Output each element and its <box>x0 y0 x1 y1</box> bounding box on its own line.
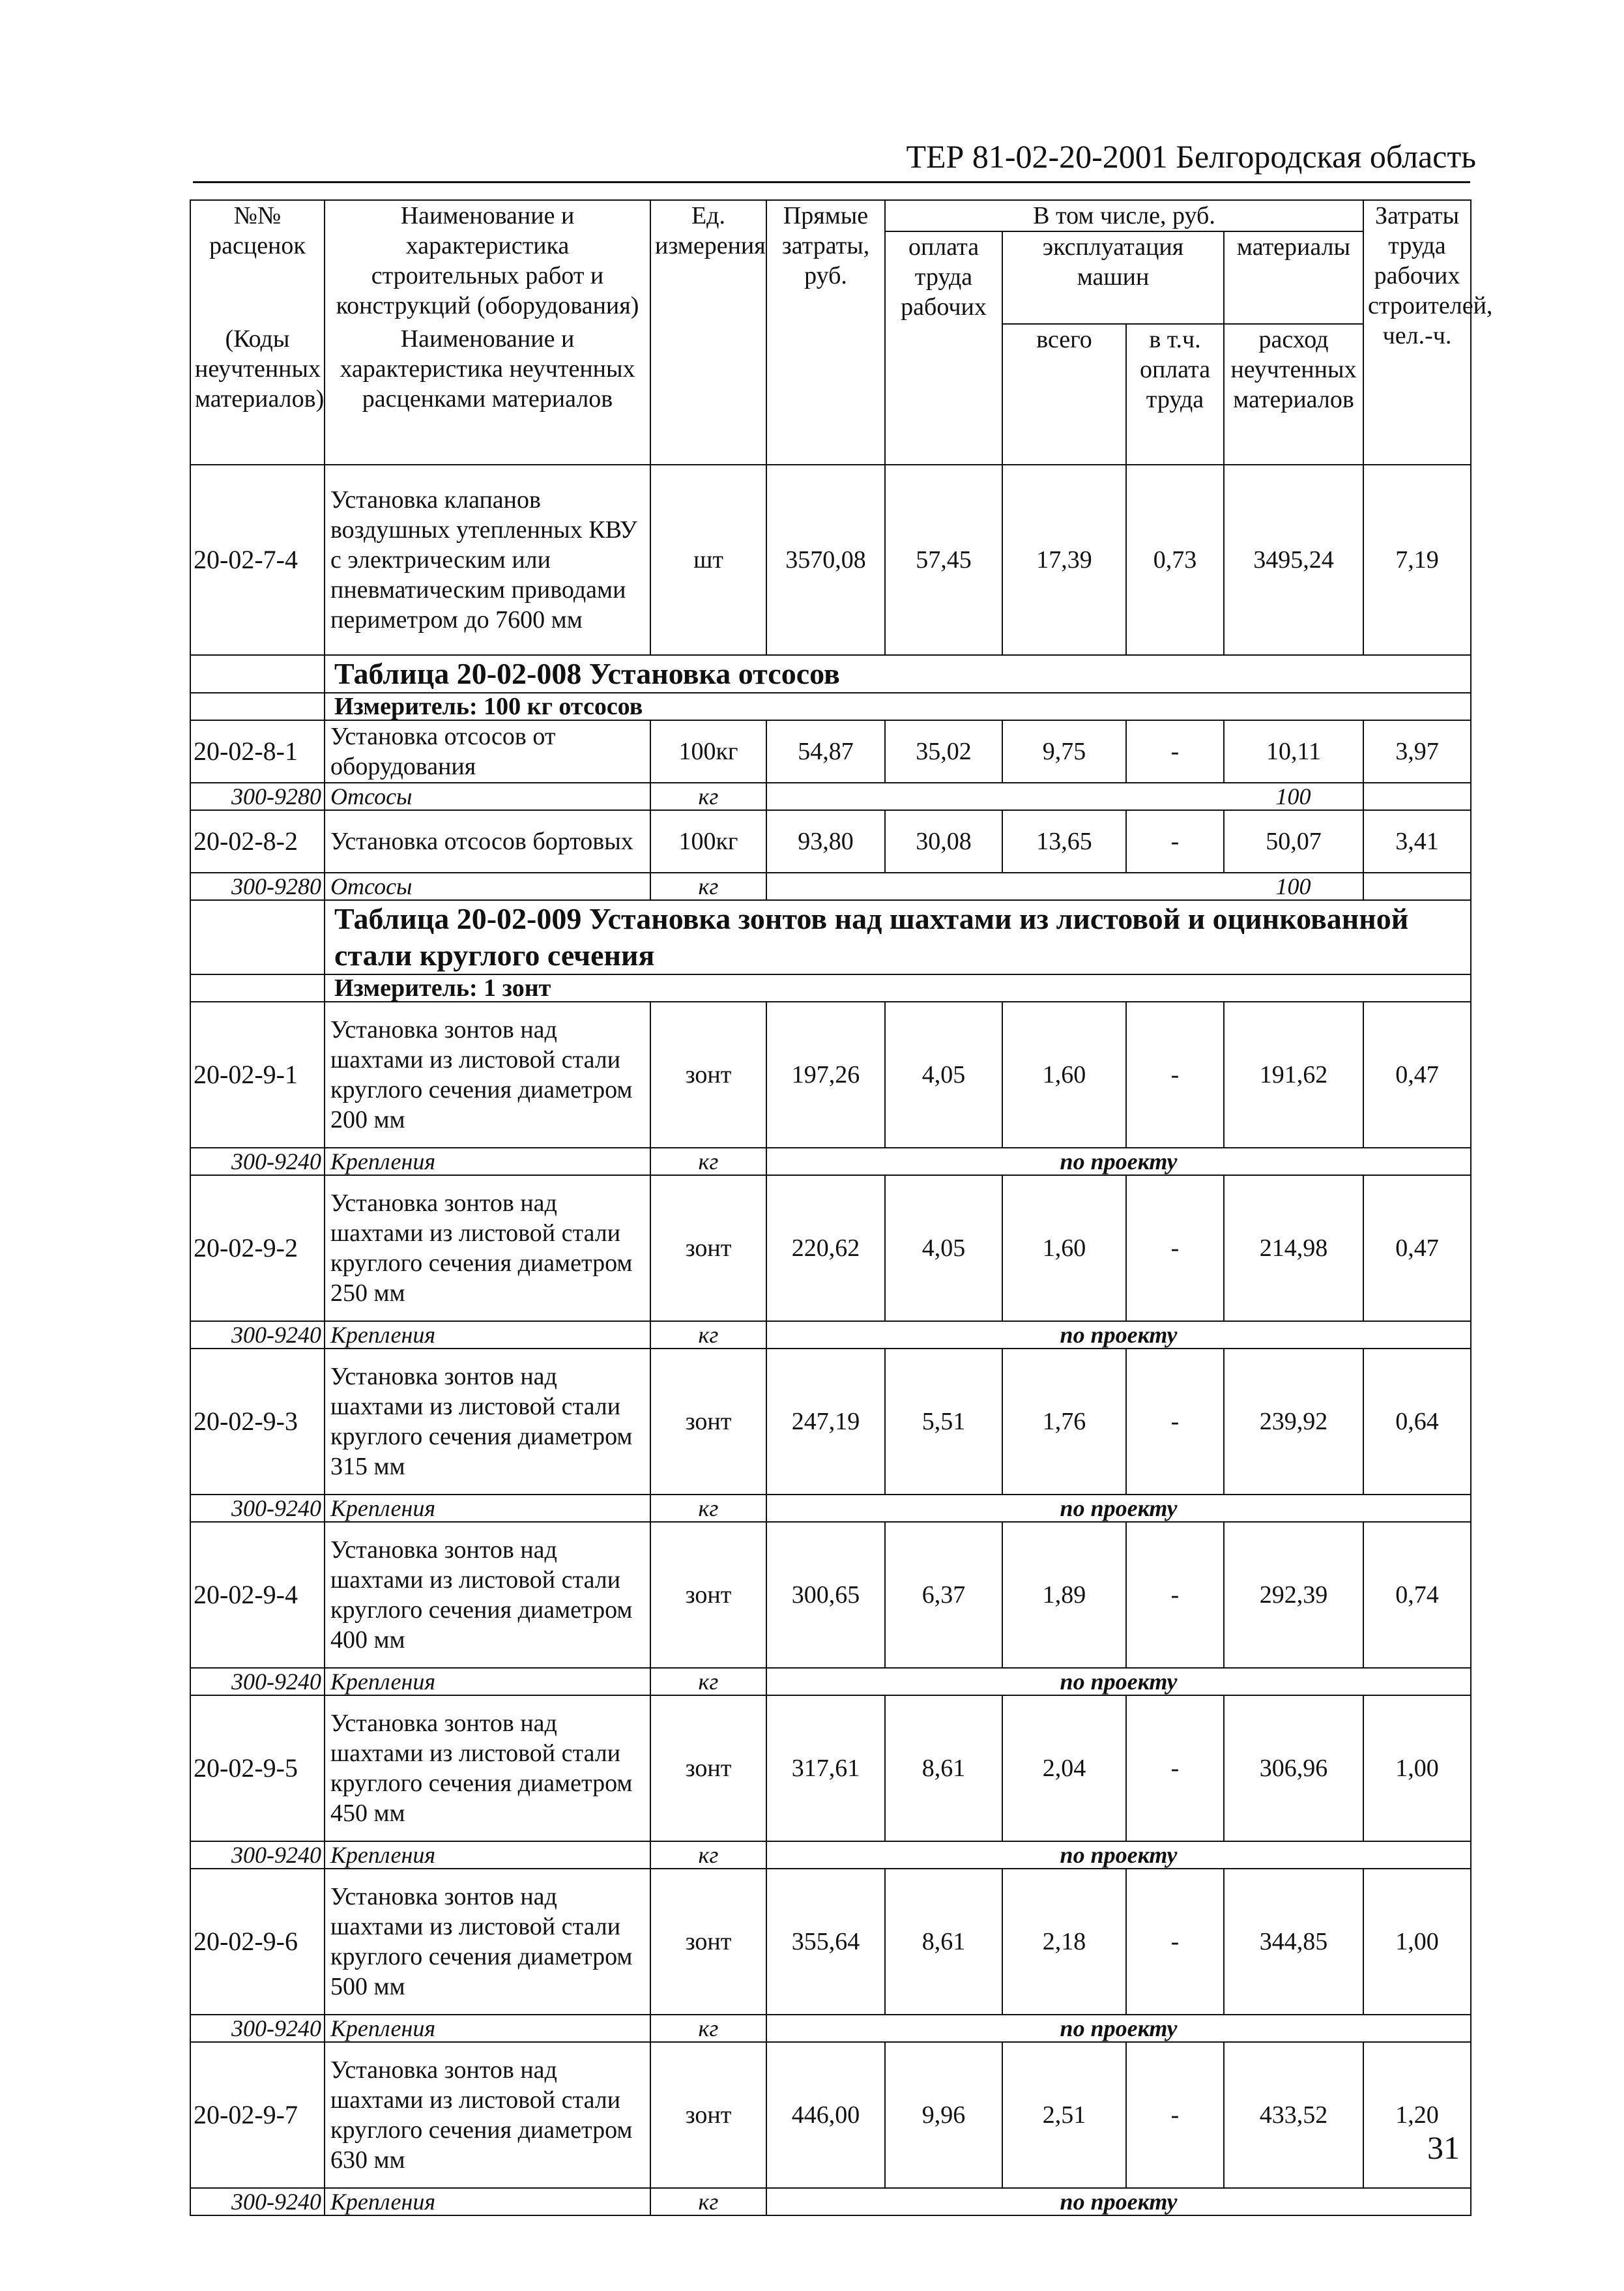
material-unit: кг <box>650 1495 766 1522</box>
rate-pay: 4,05 <box>885 1175 1002 1321</box>
table-title: Таблица 20-02-008 Установка отсосов <box>325 655 1471 693</box>
rate-mach-pay: - <box>1126 720 1224 783</box>
material-code: 300-9240 <box>190 2015 325 2042</box>
material-code: 300-9240 <box>190 1841 325 1869</box>
material-blank <box>766 873 1224 900</box>
rate-name: Установка зонтов над шахтами из листовой стали круглого сечения диаметром 500 мм <box>325 1869 650 2015</box>
rate-mach-pay: - <box>1126 1695 1224 1841</box>
col-direct-header: Прямые затраты, руб. <box>766 200 885 465</box>
col-labor-header: Затраты труда рабочих строителей, чел.-ч. <box>1363 200 1471 465</box>
rate-row <box>190 1522 1471 1668</box>
rate-mach-pay: - <box>1126 810 1224 873</box>
rate-pay: 35,02 <box>885 720 1002 783</box>
material-qty: по проекту <box>766 1668 1471 1695</box>
rate-mach: 1,89 <box>1002 1522 1126 1668</box>
rate-direct: 355,64 <box>766 1869 885 2015</box>
rate-labor: 1,00 <box>1363 1695 1471 1841</box>
material-code: 300-9240 <box>190 2188 325 2215</box>
rate-unit: шт <box>650 465 766 655</box>
material-unit: кг <box>650 1148 766 1175</box>
col-name-alt-header: Наименование и характеристика неучтенных расценками материалов <box>325 324 650 465</box>
material-qty: по проекту <box>766 1148 1471 1175</box>
rate-unit: зонт <box>650 1002 766 1148</box>
rate-direct: 54,87 <box>766 720 885 783</box>
rate-name: Установка зонтов над шахтами из листовой стали круглого сечения диаметром 450 мм <box>325 1695 650 1841</box>
rate-name: Установка отсосов бортовых <box>325 810 650 873</box>
col-pay-header: оплата труда рабочих <box>885 231 1002 465</box>
rate-name: Установка зонтов над шахтами из листовой стали круглого сечения диаметром 250 мм <box>325 1175 650 1321</box>
rate-labor: 0,47 <box>1363 1175 1471 1321</box>
rate-mat: 214,98 <box>1224 1175 1363 1321</box>
material-blank <box>1363 873 1471 900</box>
rate-labor: 7,19 <box>1363 465 1471 655</box>
material-qty: 100 <box>1224 783 1363 810</box>
rate-name: Установка зонтов над шахтами из листовой стали круглого сечения диаметром 400 мм <box>325 1522 650 1668</box>
material-row <box>190 2015 1471 2042</box>
material-row <box>190 783 1471 810</box>
rate-name: Установка зонтов над шахтами из листовой стали круглого сечения диаметром 315 мм <box>325 1349 650 1495</box>
material-unit: кг <box>650 2188 766 2215</box>
material-name: Крепления <box>325 2188 650 2215</box>
rate-code: 20-02-9-4 <box>190 1522 325 1668</box>
rate-mach: 2,51 <box>1002 2042 1126 2188</box>
table-measure-row <box>190 693 1471 720</box>
rate-mach: 2,04 <box>1002 1695 1126 1841</box>
rates-table <box>190 199 1493 2216</box>
col-mach-total-header: всего <box>1002 324 1126 465</box>
rate-direct: 446,00 <box>766 2042 885 2188</box>
rate-mat: 433,52 <box>1224 2042 1363 2188</box>
table-title-spacer <box>190 900 325 974</box>
table-measure: Измеритель: 100 кг отсосов <box>325 693 1471 720</box>
material-name: Отсосы <box>325 783 650 810</box>
table-title: Таблица 20-02-009 Установка зонтов над шахтами из листовой и оцинкованной стали круглого сечения <box>325 900 1471 974</box>
col-unit-header: Ед. измерения <box>650 200 766 465</box>
rate-row <box>190 1869 1471 2015</box>
rate-unit: зонт <box>650 1522 766 1668</box>
rate-mach: 13,65 <box>1002 810 1126 873</box>
col-materials-header: материалы <box>1224 231 1363 324</box>
rate-code: 20-02-7-4 <box>190 465 325 655</box>
material-qty: по проекту <box>766 2188 1471 2215</box>
rate-labor: 0,64 <box>1363 1349 1471 1495</box>
material-row <box>190 1668 1471 1695</box>
rate-unit: зонт <box>650 1175 766 1321</box>
material-code: 300-9280 <box>190 783 325 810</box>
rate-mach: 9,75 <box>1002 720 1126 783</box>
material-code: 300-9280 <box>190 873 325 900</box>
rate-pay: 8,61 <box>885 1869 1002 2015</box>
measure-spacer <box>190 974 325 1002</box>
rate-labor: 1,00 <box>1363 1869 1471 2015</box>
rate-mat: 344,85 <box>1224 1869 1363 2015</box>
rate-mach-pay: - <box>1126 1175 1224 1321</box>
rate-code: 20-02-9-1 <box>190 1002 325 1148</box>
table-title-row <box>190 655 1471 693</box>
rate-pay: 4,05 <box>885 1002 1002 1148</box>
material-code: 300-9240 <box>190 1495 325 1522</box>
material-row <box>190 873 1471 900</box>
rate-pay: 5,51 <box>885 1349 1002 1495</box>
material-qty: по проекту <box>766 1495 1471 1522</box>
rate-unit: зонт <box>650 1349 766 1495</box>
material-qty: по проекту <box>766 2015 1471 2042</box>
rate-pay: 30,08 <box>885 810 1002 873</box>
table-measure: Измеритель: 1 зонт <box>325 974 1471 1002</box>
material-blank <box>1363 783 1471 810</box>
rate-labor: 3,97 <box>1363 720 1471 783</box>
col-incl-header: В том числе, руб. <box>885 200 1363 231</box>
rate-mat: 3495,24 <box>1224 465 1363 655</box>
rate-mat: 292,39 <box>1224 1522 1363 1668</box>
rate-row <box>190 1349 1471 1495</box>
header-rule <box>193 181 1470 183</box>
material-row <box>190 1148 1471 1175</box>
page-number: 31 <box>1427 2129 1460 2166</box>
rate-unit: зонт <box>650 1695 766 1841</box>
material-unit: кг <box>650 783 766 810</box>
rate-mach: 1,60 <box>1002 1175 1126 1321</box>
rate-direct: 220,62 <box>766 1175 885 1321</box>
rate-name: Установка клапанов воздушных утепленных КВУ с электрическим или пневматическим приводами периметром до 7600 мм <box>325 465 650 655</box>
col-mat-use-header: расход неучтенных материалов <box>1224 324 1363 465</box>
material-name: Крепления <box>325 1321 650 1349</box>
rate-mat: 306,96 <box>1224 1695 1363 1841</box>
material-code: 300-9240 <box>190 1148 325 1175</box>
material-unit: кг <box>650 2015 766 2042</box>
rate-mach: 1,60 <box>1002 1002 1126 1148</box>
material-row <box>190 1495 1471 1522</box>
rate-row <box>190 1175 1471 1321</box>
material-unit: кг <box>650 873 766 900</box>
rate-name: Установка зонтов над шахтами из листовой стали круглого сечения диаметром 630 мм <box>325 2042 650 2188</box>
rate-code: 20-02-9-5 <box>190 1695 325 1841</box>
rate-direct: 317,61 <box>766 1695 885 1841</box>
rate-unit: 100кг <box>650 810 766 873</box>
material-name: Крепления <box>325 1668 650 1695</box>
rate-code: 20-02-8-2 <box>190 810 325 873</box>
rate-mach-pay: - <box>1126 1002 1224 1148</box>
material-name: Крепления <box>325 2015 650 2042</box>
rate-mat: 10,11 <box>1224 720 1363 783</box>
rate-row <box>190 2042 1471 2188</box>
rate-unit: зонт <box>650 2042 766 2188</box>
measure-spacer <box>190 693 325 720</box>
rate-mach: 2,18 <box>1002 1869 1126 2015</box>
rate-row <box>190 1695 1471 1841</box>
rate-mach-pay: 0,73 <box>1126 465 1224 655</box>
table-title-spacer <box>190 655 325 693</box>
material-qty: по проекту <box>766 1841 1471 1869</box>
material-unit: кг <box>650 1668 766 1695</box>
rate-mat: 239,92 <box>1224 1349 1363 1495</box>
col-code-alt-header: (Коды неучтенных материалов) <box>190 324 325 465</box>
rate-labor: 3,41 <box>1363 810 1471 873</box>
rate-row <box>190 720 1471 783</box>
material-code: 300-9240 <box>190 1668 325 1695</box>
rate-code: 20-02-9-2 <box>190 1175 325 1321</box>
rate-pay: 9,96 <box>885 2042 1002 2188</box>
col-machines-header: эксплуатация машин <box>1002 231 1224 324</box>
col-name-header: Наименование и характеристика строительных работ и конструкций (оборудования) <box>325 200 650 324</box>
rate-mach: 1,76 <box>1002 1349 1126 1495</box>
material-row <box>190 1321 1471 1349</box>
table-measure-row <box>190 974 1471 1002</box>
material-qty: по проекту <box>766 1321 1471 1349</box>
rate-mach: 17,39 <box>1002 465 1126 655</box>
rate-direct: 197,26 <box>766 1002 885 1148</box>
material-name: Крепления <box>325 1148 650 1175</box>
rate-mat: 50,07 <box>1224 810 1363 873</box>
material-qty: 100 <box>1224 873 1363 900</box>
rate-mach-pay: - <box>1126 1869 1224 2015</box>
rate-direct: 93,80 <box>766 810 885 873</box>
rate-unit: зонт <box>650 1869 766 2015</box>
header-row-1 <box>190 200 1471 231</box>
rate-mat: 191,62 <box>1224 1002 1363 1148</box>
rate-pay: 8,61 <box>885 1695 1002 1841</box>
material-name: Крепления <box>325 1495 650 1522</box>
material-name: Крепления <box>325 1841 650 1869</box>
rate-direct: 3570,08 <box>766 465 885 655</box>
material-blank <box>766 783 1224 810</box>
document-header: ТЕР 81-02-20-2001 Белгородская область <box>906 138 1476 175</box>
material-code: 300-9240 <box>190 1321 325 1349</box>
rate-code: 20-02-9-6 <box>190 1869 325 2015</box>
rate-direct: 247,19 <box>766 1349 885 1495</box>
rate-labor: 0,74 <box>1363 1522 1471 1668</box>
rate-code: 20-02-9-3 <box>190 1349 325 1495</box>
rate-mach-pay: - <box>1126 1349 1224 1495</box>
rate-mach-pay: - <box>1126 1522 1224 1668</box>
rate-mach-pay: - <box>1126 2042 1224 2188</box>
rate-code: 20-02-9-7 <box>190 2042 325 2188</box>
rate-row <box>190 810 1471 873</box>
rate-labor: 1,20 <box>1363 2042 1471 2188</box>
rate-direct: 300,65 <box>766 1522 885 1668</box>
material-unit: кг <box>650 1841 766 1869</box>
rate-name: Установка зонтов над шахтами из листовой стали круглого сечения диаметром 200 мм <box>325 1002 650 1148</box>
material-row <box>190 1841 1471 1869</box>
rate-labor: 0,47 <box>1363 1002 1471 1148</box>
col-code-header: №№ расценок <box>190 200 325 324</box>
rate-row <box>190 1002 1471 1148</box>
table-title-row <box>190 900 1471 974</box>
material-row <box>190 2188 1471 2215</box>
rate-row <box>190 465 1471 655</box>
rate-code: 20-02-8-1 <box>190 720 325 783</box>
rate-name: Установка отсосов от оборудования <box>325 720 650 783</box>
material-name: Отсосы <box>325 873 650 900</box>
rate-pay: 57,45 <box>885 465 1002 655</box>
rate-pay: 6,37 <box>885 1522 1002 1668</box>
material-unit: кг <box>650 1321 766 1349</box>
rate-unit: 100кг <box>650 720 766 783</box>
col-mach-pay-header: в т.ч. оплата труда <box>1126 324 1224 465</box>
